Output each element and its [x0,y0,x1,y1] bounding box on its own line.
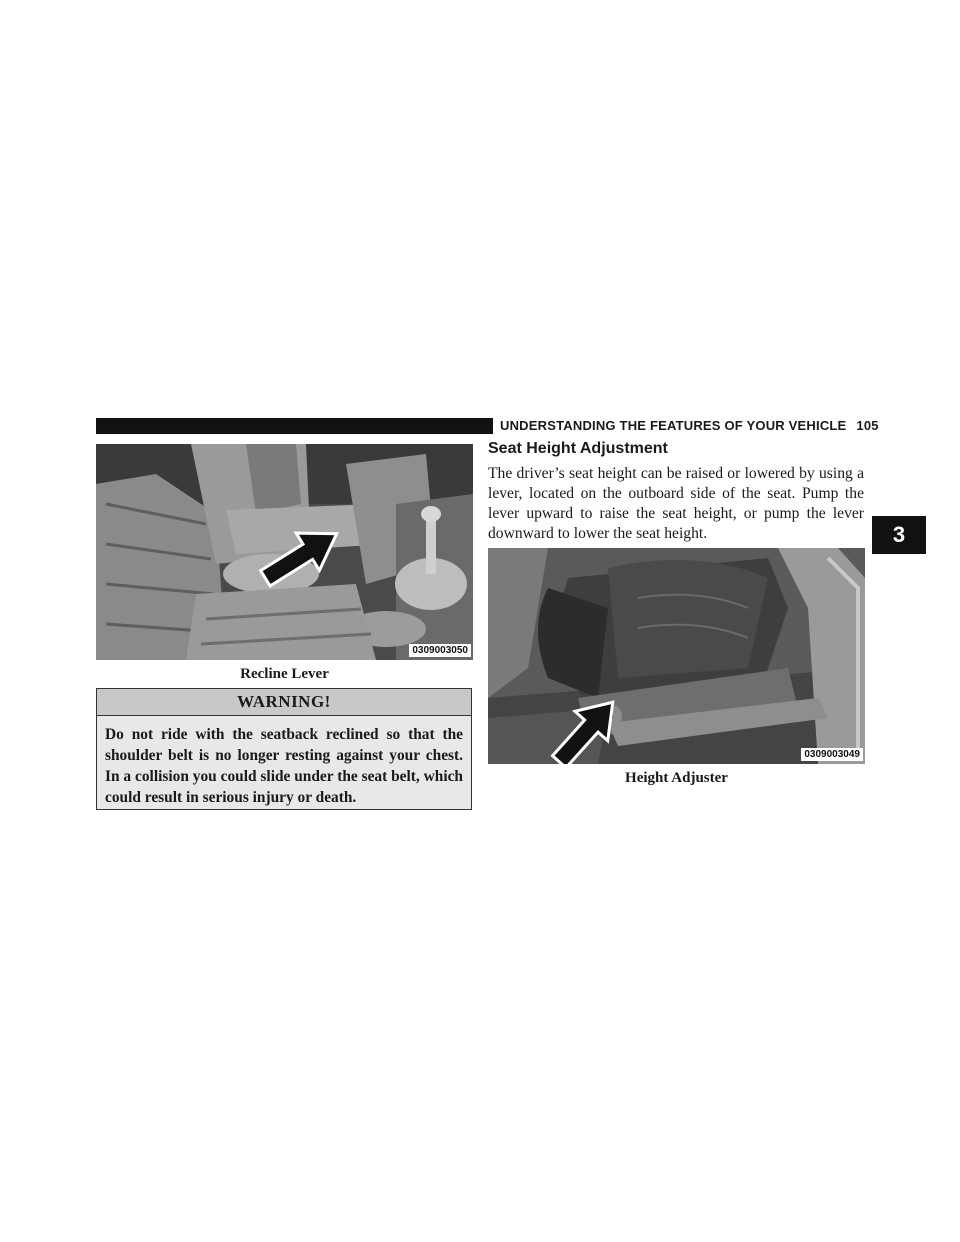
page-number: 105 [856,418,879,433]
section-heading: Seat Height Adjustment [488,440,668,457]
section-title: UNDERSTANDING THE FEATURES OF YOUR VEHICLE [500,418,847,433]
running-header [500,418,879,434]
warning-text: Do not ride with the seatback reclined so that the shoulder belt is no longer resting against your chest. In a collision you could slide under the seat belt, which could result in serious injury or death. [105,726,463,806]
recline-lever-figure [96,444,473,660]
header-rule [96,418,493,434]
height-adjuster-illustration [488,548,865,764]
figure-code: 0309003049 [801,748,863,761]
height-adjuster-figure [488,548,865,764]
recline-lever-caption: Recline Lever [240,666,329,682]
chapter-tab: 3 [872,516,926,554]
height-adjuster-caption: Height Adjuster [625,770,728,786]
warning-box [96,688,472,810]
seat-height-paragraph: The driver’s seat height can be raised or lowered by using a lever, located on the outboard side of the seat. Pump the lever upward to raise the seat height, or pump the lever downward to lower the seat height. [488,465,864,542]
warning-title: WARNING! [97,689,471,716]
figure-code: 0309003050 [409,644,471,657]
recline-lever-illustration [96,444,473,660]
